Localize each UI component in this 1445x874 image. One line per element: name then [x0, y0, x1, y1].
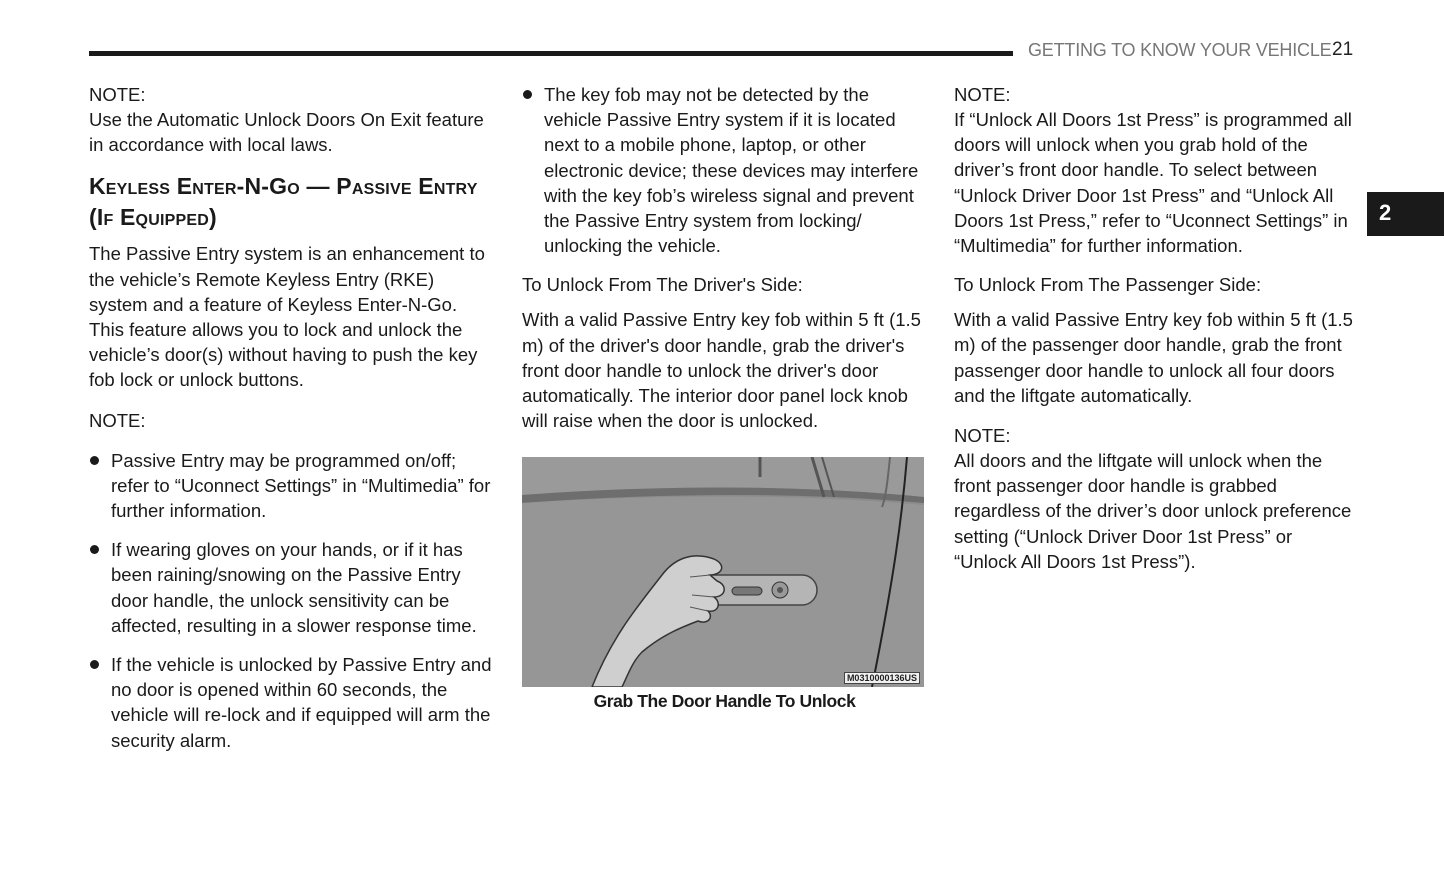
subheading-passenger-side: To Unlock From The Passenger Side: — [954, 274, 1262, 296]
bullet-list — [89, 448, 494, 753]
section-title: GETTING TO KNOW YOUR VEHICLE — [1028, 40, 1332, 60]
door-handle-illustration — [522, 457, 924, 687]
note-text: If “Unlock All Doors 1st Press” is programmed all doors will unlock when you grab hold of the driver’s front door handle. To select between “Unlock Driver Door 1st Press” and “Unlock All Doors 1st Press,” refer to “Uconnect Settings” in “Multimedia” for further information. — [954, 109, 1352, 257]
note-text: Use the Automatic Unlock Doors On Exit feature in accordance with local laws. — [89, 109, 484, 156]
list-item: The key fob may not be detected by the vehicle Passive Entry system if it is located next to a mobile phone, laptop, or other electronic device; these devices may interfere with the key fob’s wireless signal and prevent the Passive Entry system from locking/ unlocking the vehicle. — [522, 82, 927, 258]
section-heading: Keyless Enter-N-Go — Passive Entry (If Equipped) — [89, 173, 478, 231]
header-rule — [89, 51, 1013, 56]
chapter-tab: 2 — [1367, 192, 1444, 236]
list-item: If wearing gloves on your hands, or if it has been raining/snowing on the Passive Entry door handle, the unlock sensitivity can be affected, resulting in a slower response time. — [89, 537, 494, 638]
passenger-side-paragraph: With a valid Passive Entry key fob within 5 ft (1.5 m) of the passenger door handle, grab the front passenger door handle to unlock all four doors and the liftgate automatically. — [954, 309, 1353, 406]
page-number: 21 — [1332, 39, 1354, 60]
column-1 — [89, 82, 494, 753]
note-label: NOTE: — [954, 84, 1011, 105]
note-text: All doors and the liftgate will unlock when the front passenger door handle is grabbed regardless of the driver’s door unlock preference setting (“Unlock Driver Door 1st Press” or “Unlock All Doors 1st Press”). — [954, 450, 1352, 572]
column-3 — [954, 82, 1359, 574]
note-label: NOTE: — [89, 409, 146, 431]
column-2 — [522, 82, 927, 712]
driver-side-paragraph: With a valid Passive Entry key fob within 5 ft (1.5 m) of the driver's door handle, grab the driver's front door handle to unlock the driver's door automatically. The interior door panel lock knob will raise when the door is unlocked. — [522, 309, 921, 432]
door-handle-figure — [522, 457, 924, 687]
note-label: NOTE: — [89, 84, 146, 105]
list-item: If the vehicle is unlocked by Passive Entry and no door is opened within 60 seconds, the vehicle will re-lock and if equipped will arm the security alarm. — [89, 652, 494, 753]
list-item: Passive Entry may be programmed on/off; refer to “Uconnect Settings” in “Multimedia” for further information. — [89, 448, 494, 524]
figure-caption: Grab The Door Handle To Unlock — [593, 691, 856, 712]
subheading-driver-side: To Unlock From The Driver's Side: — [522, 274, 803, 296]
note-label: NOTE: — [954, 425, 1011, 447]
intro-paragraph: The Passive Entry system is an enhancement to the vehicle’s Remote Keyless Entry (RKE) system and a feature of Keyless Enter-N-Go. This feature allows you to lock and unlock the vehicle’s door(s) without having to push the key fob lock or unlock buttons. — [89, 243, 485, 391]
figure-code: M0310000136US — [844, 672, 920, 684]
bullet-list — [522, 82, 927, 258]
